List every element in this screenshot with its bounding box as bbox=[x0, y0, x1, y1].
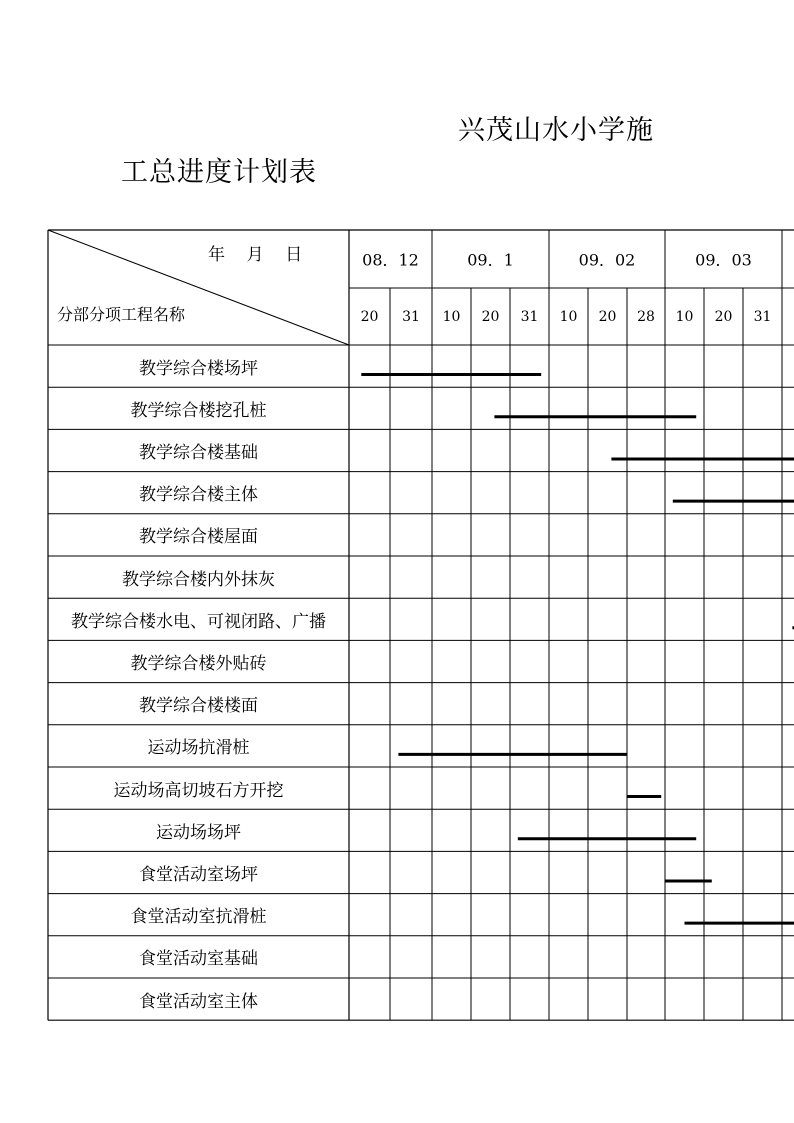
task-name: 教学综合楼水电、可视闭路、广播 bbox=[71, 611, 326, 632]
month-label: 08．12 bbox=[362, 250, 419, 270]
task-name: 教学综合楼外贴砖 bbox=[130, 653, 267, 674]
header-date-label: 年 月 日 bbox=[208, 245, 303, 265]
task-name: 运动场高切坡石方开挖 bbox=[113, 780, 284, 801]
task-name: 教学综合楼屋面 bbox=[139, 527, 258, 548]
task-name: 教学综合楼基础 bbox=[139, 442, 258, 463]
task-name: 运动场场坪 bbox=[156, 822, 241, 843]
day-label: 10 bbox=[675, 308, 694, 325]
day-label: 31 bbox=[753, 308, 772, 325]
day-label: 20 bbox=[598, 308, 617, 325]
task-name: 教学综合楼挖孔桩 bbox=[130, 400, 267, 421]
task-name: 食堂活动室场坪 bbox=[139, 864, 258, 885]
day-label: 28 bbox=[637, 308, 655, 325]
day-label: 10 bbox=[442, 308, 461, 325]
task-name: 教学综合楼场坪 bbox=[139, 358, 258, 379]
gantt-bars bbox=[361, 375, 794, 924]
header-diagonal bbox=[48, 230, 349, 345]
task-name: 食堂活动室基础 bbox=[139, 949, 258, 970]
month-label: 09．1 bbox=[467, 250, 514, 270]
title-line-1: 兴茂山水小学施 bbox=[458, 115, 654, 146]
task-name: 教学综合楼楼面 bbox=[139, 696, 258, 717]
day-label: 10 bbox=[559, 308, 578, 325]
month-label: 09．02 bbox=[578, 250, 636, 270]
task-name: 教学综合楼内外抹灰 bbox=[122, 569, 275, 590]
day-label: 20 bbox=[714, 308, 733, 325]
title-line-2: 工总进度计划表 bbox=[121, 157, 317, 188]
day-label: 31 bbox=[520, 308, 539, 325]
day-label: 20 bbox=[481, 308, 500, 325]
day-label: 20 bbox=[360, 308, 379, 325]
month-label: 09．03 bbox=[695, 250, 752, 270]
task-name: 运动场抗滑桩 bbox=[147, 738, 250, 759]
task-name: 食堂活动室抗滑桩 bbox=[130, 907, 267, 928]
task-name: 教学综合楼主体 bbox=[139, 485, 258, 506]
header-item-label: 分部分项工程名称 bbox=[57, 305, 186, 324]
day-label: 31 bbox=[402, 308, 420, 325]
task-name: 食堂活动室主体 bbox=[139, 991, 258, 1012]
